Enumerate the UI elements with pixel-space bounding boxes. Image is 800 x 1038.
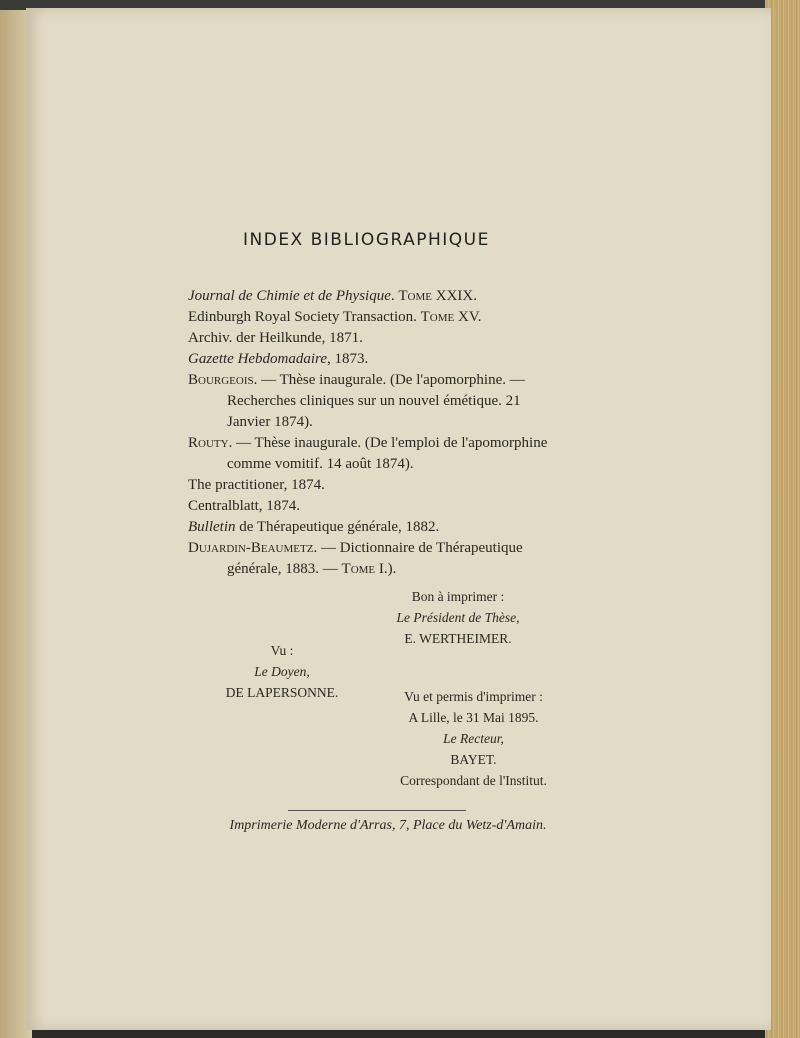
- bibliography-entry: [188, 349, 598, 370]
- italic-title-text: Gazette Hebdomadaire: [188, 351, 327, 367]
- entry-text: Edinburgh Royal Society Transaction.: [188, 309, 421, 325]
- bibliography-line: [188, 307, 598, 328]
- small-caps-text: Tome: [420, 309, 455, 325]
- permission-line: Vu et permis d'imprimer :: [404, 689, 543, 704]
- bibliography-entry: [188, 307, 598, 328]
- imprint-divider: [288, 810, 466, 811]
- bibliography-line: [188, 286, 598, 307]
- bibliography-entry: [188, 475, 598, 496]
- small-caps-text: Tome: [398, 288, 432, 304]
- bibliography-line: [188, 370, 598, 391]
- entry-text: Centralblatt, 1874.: [188, 498, 301, 514]
- entry-text: . — Thèse inaugurale. (De l'apomorphine. —: [253, 372, 525, 388]
- entry-text: Janvier 1874).: [227, 414, 313, 430]
- document-page: [26, 8, 771, 1030]
- approval-line: Bon à imprimer :: [411, 589, 505, 604]
- rector-title: Le Recteur,: [443, 731, 504, 746]
- small-caps-text: Tome: [341, 561, 376, 577]
- bibliography-line: [188, 454, 598, 475]
- bibliography-entry: [188, 496, 598, 517]
- small-caps-text: Dujardin-Beaumetz: [188, 540, 314, 556]
- bibliography-line: [188, 328, 598, 349]
- entry-text: comme vomitif. 14 août 1874).: [227, 456, 414, 472]
- bibliography-line: [188, 559, 598, 580]
- italic-title-text: Journal de Chimie et de Physique: [188, 288, 391, 304]
- entry-text: The practitioner, 1874.: [188, 477, 325, 493]
- bibliography-entry: [188, 433, 598, 475]
- italic-title-text: Bulletin: [188, 519, 236, 535]
- permission-block: [381, 686, 566, 791]
- entry-text: . — Thèse inaugurale. (De l'emploi de l'apomorphine: [228, 435, 548, 451]
- bibliography-entry: [188, 517, 598, 538]
- entry-text: Archiv. der Heilkunde, 1871.: [188, 330, 363, 346]
- rector-affiliation: Correspondant de l'Institut.: [400, 773, 547, 788]
- bibliography-entry: [188, 286, 598, 307]
- dean-title: Le Doyen,: [254, 664, 310, 679]
- bibliography-line: [188, 475, 598, 496]
- entry-text: XXIX.: [431, 288, 477, 304]
- entry-text: Recherches cliniques sur un nouvel émétique. 21: [227, 393, 521, 409]
- rector-name: BAYET.: [450, 752, 497, 767]
- bibliography-line: [188, 538, 598, 559]
- printer-imprint: Imprimerie Moderne d'Arras, 7, Place du Wetz-d'Amain.: [229, 818, 547, 833]
- bibliography-line: [188, 496, 598, 517]
- dean-block: [224, 640, 340, 703]
- entry-text: de Thérapeutique générale, 1882.: [235, 519, 440, 535]
- bibliography-entry: [188, 328, 598, 349]
- small-caps-text: Bourgeois: [188, 372, 254, 388]
- bibliography-line: [188, 433, 598, 454]
- president-name: E. WERTHEIMER.: [404, 631, 512, 646]
- president-title: Le Président de Thèse,: [396, 610, 520, 625]
- bibliography-entry: [188, 370, 598, 433]
- approval-block: [373, 586, 543, 649]
- entry-text: , 1873.: [327, 351, 369, 367]
- bibliography-line: [188, 517, 598, 538]
- entry-text: générale, 1883. —: [227, 561, 342, 577]
- bibliography-line: [188, 412, 598, 433]
- entry-text: .: [390, 288, 399, 304]
- dean-name: DE LAPERSONNE.: [225, 685, 339, 700]
- entry-text: . — Dictionnaire de Thérapeutique: [313, 540, 523, 556]
- bibliography-entry: [188, 538, 598, 580]
- page-title: INDEX BIBLIOGRAPHIQUE: [243, 230, 490, 250]
- bibliography-line: [188, 391, 598, 412]
- vu-label: Vu :: [270, 643, 294, 658]
- bibliography-list: [188, 286, 598, 580]
- entry-text: I.).: [375, 561, 397, 577]
- entry-text: XV.: [454, 309, 482, 325]
- permission-date: A Lille, le 31 Mai 1895.: [408, 710, 539, 725]
- small-caps-text: Routy: [188, 435, 229, 451]
- bibliography-line: [188, 349, 598, 370]
